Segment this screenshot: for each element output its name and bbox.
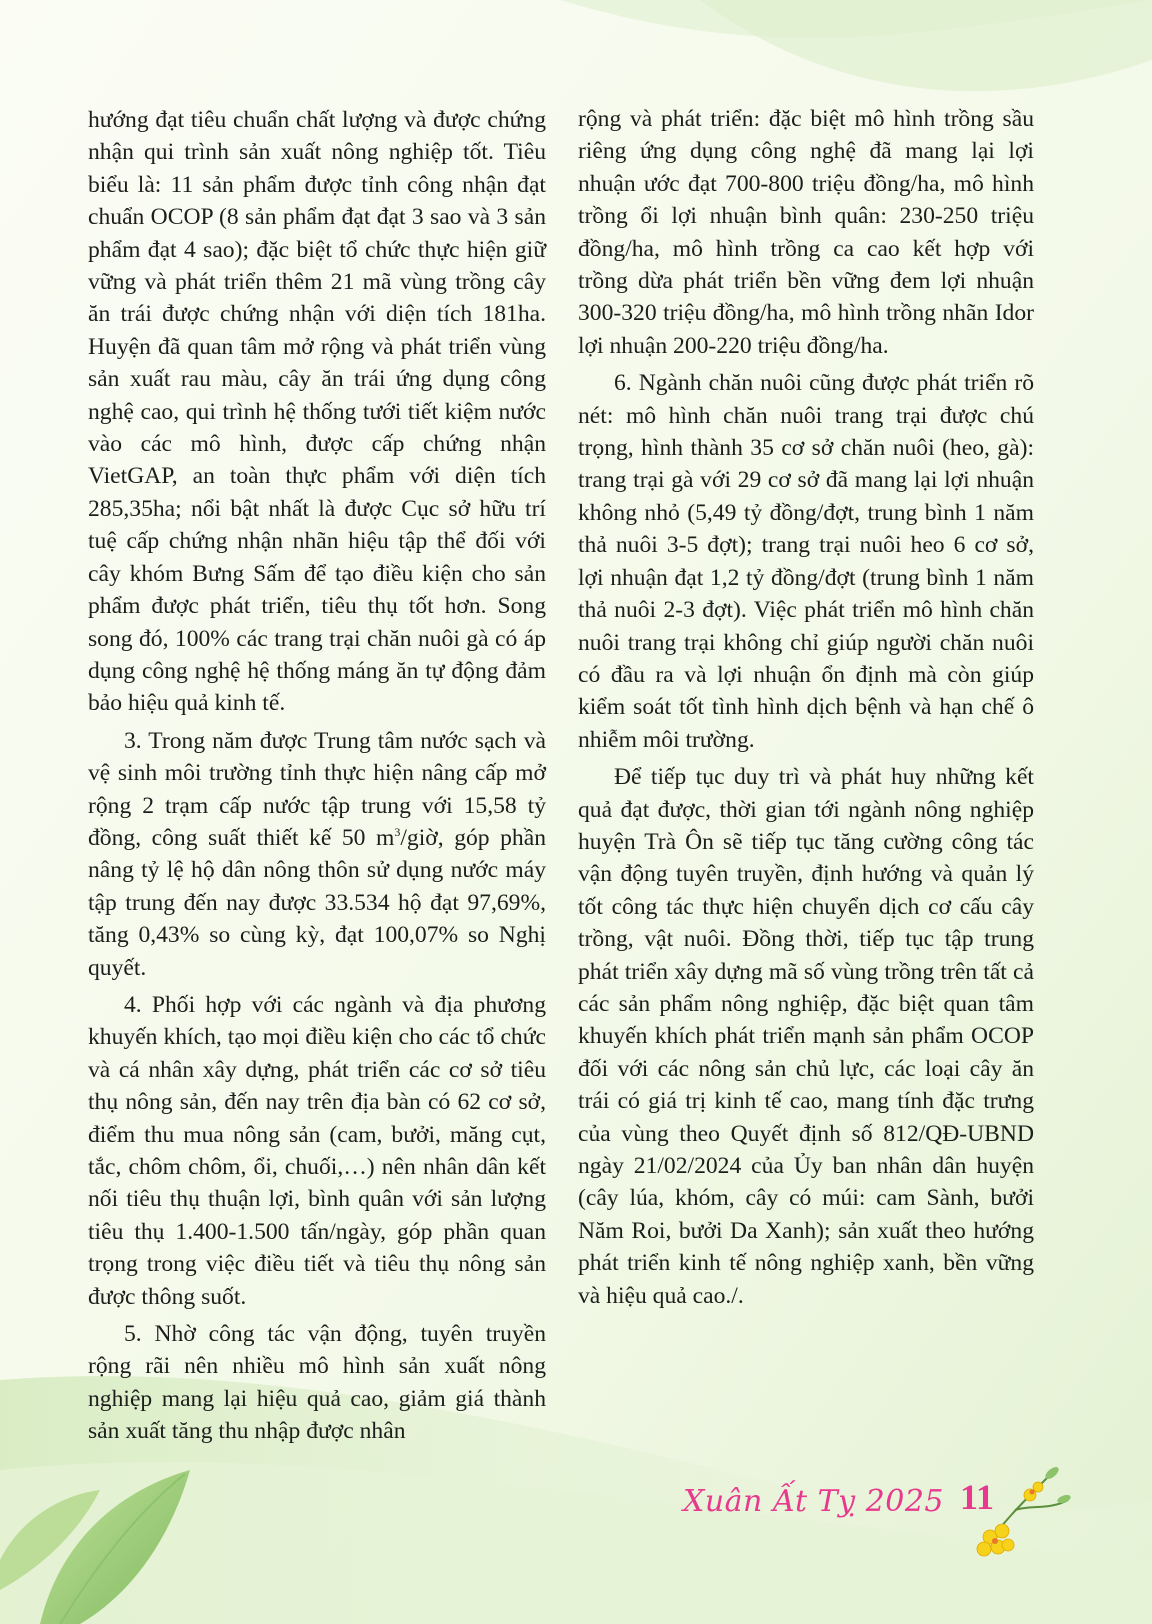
- paragraph-2-continuation: hướng đạt tiêu chuẩn chất lượng và được chứng nhận qui trình sản xuất nông nghiệp tốt. Tiêu biểu là: 11 sản phẩm được tỉnh công nhận đạt chuẩn OCOP (8 sản phẩm đạt đạt 3 sao và 3 sản phẩm đạt 4 sao); đặc biệt tổ chức thực hiện giữ vững và phát triển thêm 21 mã vùng trồng cây ăn trái được chứng nhận với diện tích 181ha. Huyện đã quan tâm mở rộng và phát triển vùng sản xuất rau màu, cây ăn trái ứng dụng công nghệ cao, qui trình hệ thống tưới tiết kiệm nước vào các mô hình, được cấp chứng nhận VietGAP, an toàn thực phẩm với diện tích 285,35ha; nổi bật nhất là được Cục sở hữu trí tuệ cấp chứng nhận nhãn hiệu tập thể đối với cây khóm Bưng Sấm để tạo điều kiện cho sản phẩm được phát triển, tiêu thụ tốt hơn. Song song đó, 100% các trang trại chăn nuôi gà có áp dụng công nghệ hệ thống máng ăn tự động đảm bảo hiệu quả kinh tế.: [88, 107, 546, 717]
- paragraph-3-text-a: 3. Trong năm được Trung tâm nước sạch và vệ sinh môi trường tỉnh thực hiện nâng cấp mở rộng 2 trạm cấp nước tập trung với 15,58 tỷ đồng, công suất thiết kế 50 m: [88, 727, 546, 851]
- paragraph-6: 6. Ngành chăn nuôi cũng được phát triển rõ nét: mô hình chăn nuôi trang trại được chú trọng, hình thành 35 cơ sở chăn nuôi (heo, gà): trang trại gà với 29 cơ sở đã mang lại lợi nhuận không nhỏ (5,49 tỷ đồng/đợt, trung bình 1 năm thả nuôi 3-5 đợt); trang trại nuôi heo 6 cơ sở, lợi nhuận đạt 1,2 tỷ đồng/đợt (trung bình 1 năm thả nuôi 2-3 đợt). Việc phát triển mô hình chăn nuôi trang trại không chỉ giúp người chăn nuôi có đầu ra và lợi nhuận ổn định mà còn giúp kiểm soát tốt tình hình dịch bệnh và hạn chế ô nhiễm môi trường.: [578, 370, 1034, 753]
- paragraph-5-continuation: rộng và phát triển: đặc biệt mô hình trồng sầu riêng ứng dụng công nghệ đã mang lại lợi nhuận ước đạt 700-800 triệu đồng/ha, mô hình trồng ổi lợi nhuận bình quân: 230-250 triệu đồng/ha, mô hình trồng ca cao kết hợp với trồng dừa phát triển bền vững đem lợi nhuận 300-320 triệu đồng/ha, mô hình trồng nhãn Idor lợi nhuận 200-220 triệu đồng/ha.: [578, 106, 1034, 359]
- paragraph-5: 5. Nhờ công tác vận động, tuyên truyền rộng rãi nên nhiều mô hình sản xuất nông nghiệp mang lại hiệu quả cao, giảm giá thành sản xuất tăng thu nhập được nhân: [88, 1321, 546, 1445]
- right-text-column: [578, 103, 1034, 1312]
- page-number: 11: [959, 1477, 994, 1517]
- paragraph-3: [88, 725, 546, 984]
- left-text-column: [88, 104, 546, 1448]
- apricot-blossom-icon: [960, 1455, 1080, 1565]
- superscript-3: 3: [394, 824, 401, 839]
- issue-title: Xuân Ất Tỵ 2025: [682, 1484, 944, 1519]
- paragraph-7: Để tiếp tục duy trì và phát huy những kết quả đạt được, thời gian tới ngành nông nghiệp huyện Trà Ôn sẽ tiếp tục tăng cường công tác vận động tuyên truyền, định hướng và quản lý tốt công tác thực hiện chuyển dịch cơ cấu cây trồng, vật nuôi. Đồng thời, tiếp tục tập trung phát triển xây dựng mã số vùng trồng trên tất cả các sản phẩm nông nghiệp, đặc biệt quan tâm khuyến khích phát triển mạnh sản phẩm OCOP đối với các nông sản chủ lực, các loại cây ăn trái có giá trị kinh tế cao, mang tính đặc trưng của vùng theo Quyết định số 812/QĐ-UBND ngày 21/02/2024 của Ủy ban nhân dân huyện (cây lúa, khóm, cây có múi: cam Sành, bưởi Năm Roi, bưởi Da Xanh); sản xuất theo hướng phát triển kinh tế nông nghiệp xanh, bền vững và hiệu quả cao./.: [578, 764, 1034, 1309]
- paragraph-3-text-b: /giờ, góp phần nâng tỷ lệ hộ dân nông thôn sử dụng nước máy tập trung đến nay được 33.534 hộ đạt 97,69%, tăng 0,43% so cùng kỳ, đạt 100,07% so Nghị quyết.: [88, 824, 546, 981]
- paragraph-4: 4. Phối hợp với các ngành và địa phương khuyến khích, tạo mọi điều kiện cho các tổ chức và cá nhân xây dựng, phát triển các cơ sở tiêu thụ nông sản, đến nay trên địa bàn có 62 cơ sở, điểm thu mua nông sản (cam, bưởi, măng cụt, tắc, chôm chôm, ổi, chuối,…) nên nhân dân kết nối tiêu thụ thuận lợi, bình quân với sản lượng tiêu thụ 1.400-1.500 tấn/ngày, góp phần quan trọng trong việc điều tiết và tiêu thụ nông sản được thông suốt.: [88, 991, 546, 1310]
